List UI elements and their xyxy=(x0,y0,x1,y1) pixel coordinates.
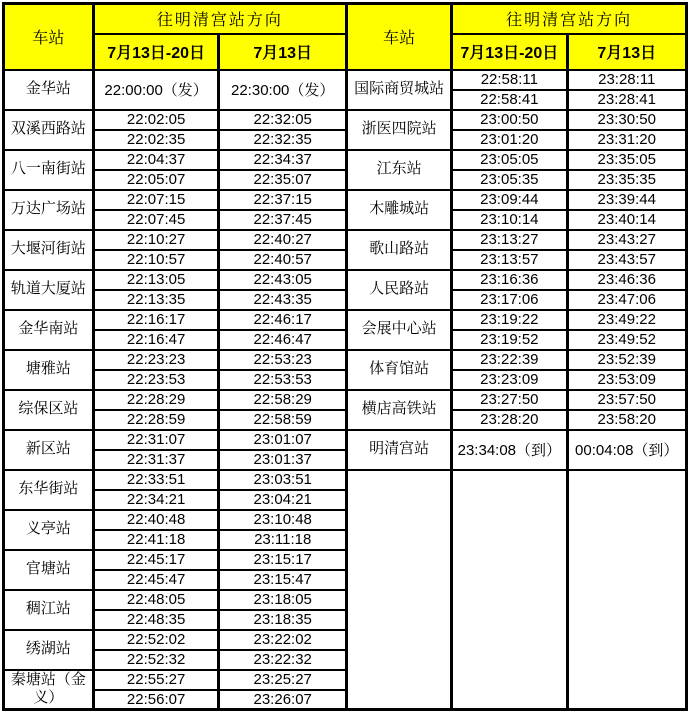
right-time-day13: 23:47:06 xyxy=(567,290,687,310)
right-time-days13-20: 23:17:06 xyxy=(452,290,567,310)
left-station-name: 秦塘站（金义） xyxy=(4,670,94,710)
right-time-days13-20: 23:23:09 xyxy=(452,370,567,390)
right-time-days13-20: 23:10:14 xyxy=(452,210,567,230)
right-time-days13-20: 22:58:41 xyxy=(452,90,567,110)
right-time-day13: 23:30:50 xyxy=(567,110,687,130)
left-station-name: 新区站 xyxy=(4,430,94,470)
table-row xyxy=(4,430,687,450)
left-time-day13: 22:30:00（发） xyxy=(219,70,347,110)
right-station-name: 人民路站 xyxy=(347,270,452,310)
left-time-day13: 23:01:07 xyxy=(219,430,347,450)
table-row xyxy=(4,230,687,250)
table-row xyxy=(4,310,687,330)
left-time-days13-20: 22:52:32 xyxy=(93,650,219,670)
left-time-day13: 23:22:32 xyxy=(219,650,347,670)
right-time-days13-20: 23:05:05 xyxy=(452,150,567,170)
left-station-name: 双溪西路站 xyxy=(4,110,94,150)
left-station-name: 万达广场站 xyxy=(4,190,94,230)
left-time-days13-20: 22:45:17 xyxy=(93,550,219,570)
left-time-days13-20: 22:07:15 xyxy=(93,190,219,210)
left-time-day13: 22:37:45 xyxy=(219,210,347,230)
left-time-days13-20: 22:34:21 xyxy=(93,490,219,510)
left-station-name: 绣湖站 xyxy=(4,630,94,670)
left-time-day13: 23:01:37 xyxy=(219,450,347,470)
left-time-day13: 23:11:18 xyxy=(219,530,347,550)
right-station-name: 会展中心站 xyxy=(347,310,452,350)
left-time-day13: 22:34:37 xyxy=(219,150,347,170)
right-time-days13-20: 23:09:44 xyxy=(452,190,567,210)
left-time-day13: 22:32:35 xyxy=(219,130,347,150)
left-time-days13-20: 22:05:07 xyxy=(93,170,219,190)
table-row xyxy=(4,70,687,90)
right-time-days13-20: 23:27:50 xyxy=(452,390,567,410)
left-time-days13-20: 22:31:37 xyxy=(93,450,219,470)
right-time-day13: 23:39:44 xyxy=(567,190,687,210)
left-time-day13: 23:15:47 xyxy=(219,570,347,590)
right-direction-header: 往明清宫站方向 xyxy=(452,4,687,34)
left-time-day13: 23:18:35 xyxy=(219,610,347,630)
table-row xyxy=(4,330,687,350)
left-time-day13: 22:43:05 xyxy=(219,270,347,290)
left-station-column-header: 车站 xyxy=(4,4,94,70)
left-time-day13: 22:58:29 xyxy=(219,390,347,410)
left-time-day13: 23:03:51 xyxy=(219,470,347,490)
left-time-day13: 22:53:53 xyxy=(219,370,347,390)
left-time-days13-20: 22:04:37 xyxy=(93,150,219,170)
left-time-days13-20: 22:33:51 xyxy=(93,470,219,490)
left-time-days13-20: 22:23:23 xyxy=(93,350,219,370)
right-time-day13: 23:28:41 xyxy=(567,90,687,110)
right-empty-station-cell xyxy=(347,470,452,710)
timetable-header xyxy=(4,4,687,70)
left-time-days13-20: 22:16:47 xyxy=(93,330,219,350)
left-time-day13: 22:46:47 xyxy=(219,330,347,350)
left-time-day13: 22:37:15 xyxy=(219,190,347,210)
left-station-name: 八一南街站 xyxy=(4,150,94,190)
table-row xyxy=(4,410,687,430)
table-row xyxy=(4,470,687,490)
right-time-days13-20: 23:19:52 xyxy=(452,330,567,350)
left-time-days13-20: 22:56:07 xyxy=(93,690,219,710)
left-time-day13: 23:04:21 xyxy=(219,490,347,510)
right-time-day13: 23:52:39 xyxy=(567,350,687,370)
left-time-day13: 23:18:05 xyxy=(219,590,347,610)
right-time-day13: 00:04:08（到） xyxy=(567,430,687,470)
left-time-days13-20: 22:28:59 xyxy=(93,410,219,430)
right-date-range-header: 7月13日-20日 xyxy=(452,34,567,70)
left-station-name: 塘雅站 xyxy=(4,350,94,390)
table-row xyxy=(4,150,687,170)
table-row xyxy=(4,390,687,410)
left-direction-header: 往明清宫站方向 xyxy=(93,4,346,34)
table-row xyxy=(4,170,687,190)
left-time-day13: 22:40:57 xyxy=(219,250,347,270)
right-station-name: 体育馆站 xyxy=(347,350,452,390)
right-time-day13: 23:31:20 xyxy=(567,130,687,150)
left-time-days13-20: 22:45:47 xyxy=(93,570,219,590)
left-time-days13-20: 22:28:29 xyxy=(93,390,219,410)
left-time-days13-20: 22:13:05 xyxy=(93,270,219,290)
table-row xyxy=(4,350,687,370)
right-station-name: 歌山路站 xyxy=(347,230,452,270)
right-time-day13: 23:46:36 xyxy=(567,270,687,290)
right-time-days13-20: 23:34:08（到） xyxy=(452,430,567,470)
right-time-day13: 23:53:09 xyxy=(567,370,687,390)
left-time-day13: 22:53:23 xyxy=(219,350,347,370)
left-time-days13-20: 22:31:07 xyxy=(93,430,219,450)
right-time-days13-20: 23:00:50 xyxy=(452,110,567,130)
left-time-day13: 22:58:59 xyxy=(219,410,347,430)
right-time-days13-20: 23:05:35 xyxy=(452,170,567,190)
left-station-name: 稠江站 xyxy=(4,590,94,630)
left-single-date-header: 7月13日 xyxy=(219,34,347,70)
left-time-days13-20: 22:41:18 xyxy=(93,530,219,550)
right-station-column-header: 车站 xyxy=(347,4,452,70)
right-station-name: 浙医四院站 xyxy=(347,110,452,150)
right-single-date-header: 7月13日 xyxy=(567,34,687,70)
left-time-days13-20: 22:48:35 xyxy=(93,610,219,630)
right-time-days13-20: 23:13:27 xyxy=(452,230,567,250)
right-time-days13-20: 22:58:11 xyxy=(452,70,567,90)
left-station-name: 综保区站 xyxy=(4,390,94,430)
left-time-day13: 23:25:27 xyxy=(219,670,347,690)
left-time-day13: 22:35:07 xyxy=(219,170,347,190)
left-time-days13-20: 22:00:00（发） xyxy=(93,70,219,110)
right-time-days13-20: 23:16:36 xyxy=(452,270,567,290)
right-time-days13-20: 23:19:22 xyxy=(452,310,567,330)
left-time-days13-20: 22:55:27 xyxy=(93,670,219,690)
left-time-day13: 22:46:17 xyxy=(219,310,347,330)
left-time-day13: 22:32:05 xyxy=(219,110,347,130)
left-station-name: 东华街站 xyxy=(4,470,94,510)
right-time-day13: 23:49:52 xyxy=(567,330,687,350)
right-time-day13: 23:49:22 xyxy=(567,310,687,330)
left-time-days13-20: 22:07:45 xyxy=(93,210,219,230)
right-time-days13-20: 23:01:20 xyxy=(452,130,567,150)
left-time-days13-20: 22:02:35 xyxy=(93,130,219,150)
left-time-days13-20: 22:02:05 xyxy=(93,110,219,130)
left-time-day13: 23:10:48 xyxy=(219,510,347,530)
right-time-day13: 23:35:35 xyxy=(567,170,687,190)
table-row xyxy=(4,110,687,130)
left-time-days13-20: 22:40:48 xyxy=(93,510,219,530)
right-station-name: 木雕城站 xyxy=(347,190,452,230)
left-time-day13: 22:40:27 xyxy=(219,230,347,250)
right-time-day13: 23:40:14 xyxy=(567,210,687,230)
left-time-days13-20: 22:13:35 xyxy=(93,290,219,310)
right-time-day13: 23:57:50 xyxy=(567,390,687,410)
right-time-day13: 23:58:20 xyxy=(567,410,687,430)
right-time-days13-20: 23:13:57 xyxy=(452,250,567,270)
metro-timetable xyxy=(2,2,688,711)
right-time-day13: 23:28:11 xyxy=(567,70,687,90)
right-time-day13: 23:35:05 xyxy=(567,150,687,170)
table-row xyxy=(4,130,687,150)
left-station-name: 金华南站 xyxy=(4,310,94,350)
table-row xyxy=(4,250,687,270)
table-row xyxy=(4,210,687,230)
left-station-name: 义亭站 xyxy=(4,510,94,550)
right-station-name: 横店高铁站 xyxy=(347,390,452,430)
left-time-days13-20: 22:10:27 xyxy=(93,230,219,250)
left-station-name: 大堰河街站 xyxy=(4,230,94,270)
left-station-name: 金华站 xyxy=(4,70,94,110)
table-row xyxy=(4,270,687,290)
right-time-day13: 23:43:57 xyxy=(567,250,687,270)
right-time-days13-20: 23:28:20 xyxy=(452,410,567,430)
right-station-name: 国际商贸城站 xyxy=(347,70,452,110)
right-time-day13: 23:43:27 xyxy=(567,230,687,250)
left-time-day13: 23:22:02 xyxy=(219,630,347,650)
table-row xyxy=(4,290,687,310)
left-time-day13: 23:15:17 xyxy=(219,550,347,570)
left-time-days13-20: 22:23:53 xyxy=(93,370,219,390)
right-empty-time-cell xyxy=(567,470,687,710)
left-station-name: 轨道大厦站 xyxy=(4,270,94,310)
right-station-name: 明清宫站 xyxy=(347,430,452,470)
right-empty-time-cell xyxy=(452,470,567,710)
table-row xyxy=(4,190,687,210)
right-time-days13-20: 23:22:39 xyxy=(452,350,567,370)
left-time-day13: 23:26:07 xyxy=(219,690,347,710)
left-time-day13: 22:43:35 xyxy=(219,290,347,310)
left-time-days13-20: 22:48:05 xyxy=(93,590,219,610)
left-time-days13-20: 22:52:02 xyxy=(93,630,219,650)
timetable-body xyxy=(4,70,687,710)
left-date-range-header: 7月13日-20日 xyxy=(93,34,219,70)
right-station-name: 江东站 xyxy=(347,150,452,190)
left-time-days13-20: 22:16:17 xyxy=(93,310,219,330)
left-station-name: 官塘站 xyxy=(4,550,94,590)
left-time-days13-20: 22:10:57 xyxy=(93,250,219,270)
table-row xyxy=(4,370,687,390)
